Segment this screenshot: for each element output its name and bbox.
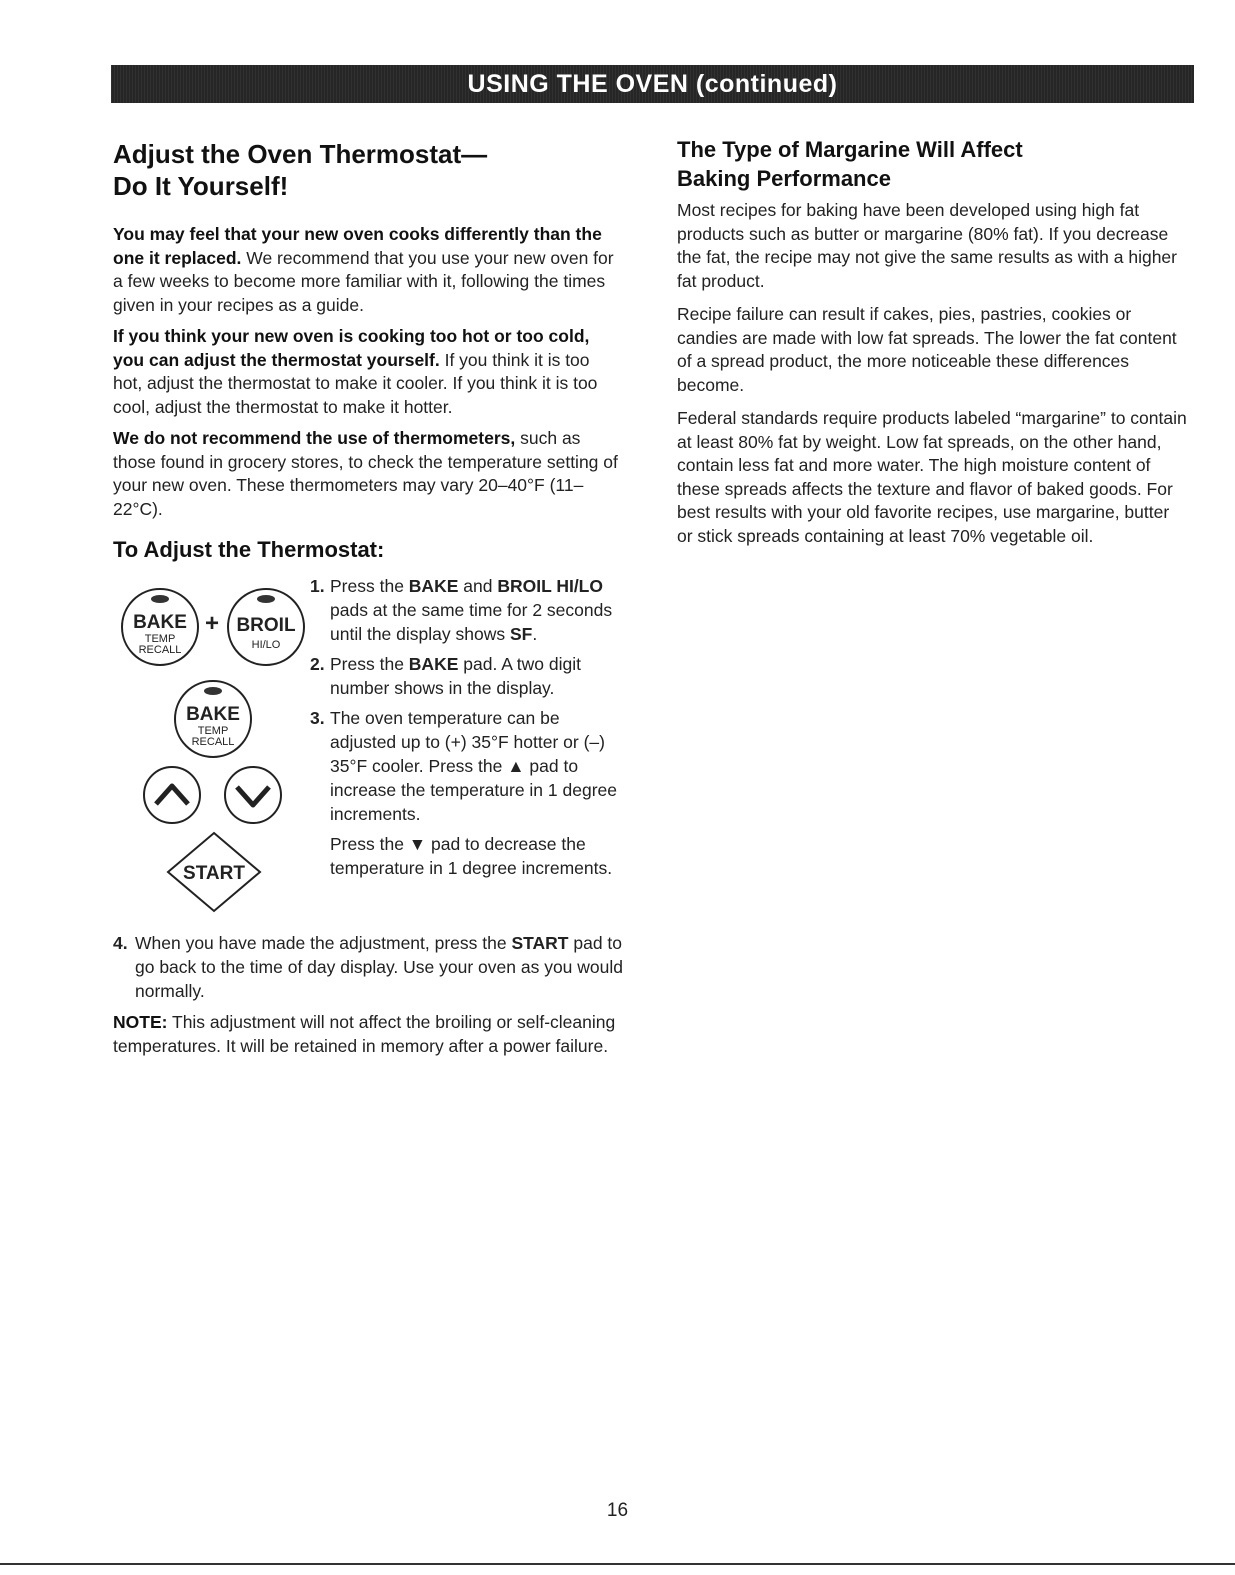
broil-pad-icon: [223, 586, 309, 668]
start-pad-icon: [165, 830, 263, 914]
step-2-text-c: pad. A two digit number shows in the display.: [330, 654, 581, 698]
thermometer-bold: We do not recommend the use of thermometers,: [113, 428, 516, 448]
adjust-thermostat-heading: To Adjust the Thermostat:: [113, 537, 385, 562]
intro-text: We recommend that you use your new oven for a few weeks to become more familiar with it, following the times given in your recipes as a guide.: [113, 247, 614, 315]
step-4: [113, 931, 623, 1003]
step-2: [310, 652, 630, 700]
step-1-text-a: Press the: [330, 576, 409, 596]
step-1-number: 1.: [310, 576, 325, 596]
bake-pad-2-recall: RECALL: [191, 736, 235, 748]
step-3-text-c: Press the: [330, 834, 409, 854]
intro-bold: You may feel that your new oven cooks differently than the one it replaced.: [113, 224, 602, 268]
margarine-heading-line1: The Type of Margarine Will Affect: [677, 137, 1023, 162]
step-2-bake: BAKE: [408, 654, 459, 674]
thermometer-text: such as those found in grocery stores, to check the temperature setting of your new oven. These thermometers may vary 20–40°F (11–22°C).: [113, 428, 618, 519]
note-paragraph: [113, 1011, 623, 1058]
right-column: [677, 135, 1187, 548]
section-banner: [111, 65, 1194, 103]
steps-area: [113, 574, 623, 931]
note-label: NOTE:: [113, 1012, 168, 1032]
step-4-start: START: [511, 933, 569, 953]
step-1: [310, 574, 630, 646]
up-arrow-pad-icon: [141, 764, 203, 826]
bake-pad-label: BAKE: [133, 612, 187, 633]
bake-pad-recall: RECALL: [138, 644, 182, 656]
start-pad-label: START: [183, 863, 245, 884]
broil-pad-label: BROIL: [236, 615, 296, 636]
bake-pad-2-label: BAKE: [186, 704, 240, 725]
note-text: This adjustment will not affect the broiling or self-cleaning temperatures. It will be retained in memory after a power failure.: [113, 1012, 616, 1056]
down-arrow-pad-icon: [222, 764, 284, 826]
intro-paragraph: [113, 223, 623, 317]
step-4-text-c: pad to go back to the time of day display. Use your oven as you would normally.: [135, 933, 624, 1001]
step-1-broil: BROIL HI/LO: [497, 576, 603, 596]
bake-pad-icon-2: [170, 678, 256, 760]
bottom-rule: [0, 1563, 1235, 1565]
thermostat-heading-line1: Adjust the Oven Thermostat—: [113, 139, 488, 169]
step-1-bake: BAKE: [408, 576, 459, 596]
step-2-number: 2.: [310, 654, 325, 674]
adjust-text: If you think it is too hot, adjust the thermostat to make it cooler. If you think it is too cool, adjust the thermostat to make it hotter.: [113, 349, 598, 417]
broil-pad-hilo: HI/LO: [251, 639, 281, 651]
step-2-text-a: Press the: [330, 654, 409, 674]
margarine-heading-line2: Baking Performance: [677, 166, 891, 191]
step-1-text-c: and: [458, 576, 498, 596]
step-4-text-a: When you have made the adjustment, press the: [135, 933, 512, 953]
margarine-paragraph-1: Most recipes for baking have been developed using high fat products such as butter or margarine (80% fat). If you decrease the fat, the recipe may not give the same results as with a higher fat product.: [677, 200, 1177, 291]
margarine-paragraph-2: Recipe failure can result if cakes, pies, pastries, cookies or candies are made with low fat spreads. The lower the fat content of a spread product, the more noticeable these differences become.: [677, 304, 1177, 395]
plus-sign: +: [205, 610, 220, 637]
adjust-bold: If you think your new oven is cooking too hot or too cold, you can adjust the thermostat yourself.: [113, 326, 590, 370]
step-3-text-d: pad to decrease the temperature in 1 degree increments.: [330, 834, 613, 878]
page-number: 16: [606, 1500, 629, 1521]
bake-pad-icon: [117, 586, 203, 668]
step-3: [310, 706, 630, 826]
step-3-number: 3.: [310, 708, 325, 728]
bake-pad-temp: TEMP: [144, 633, 176, 645]
step-1-text-d: pads at the same time for 2 seconds until the display shows: [330, 600, 613, 644]
margarine-paragraph-3: Federal standards require products labeled “margarine” to contain at least 80% fat by weight. Low fat spreads, on the other hand, contain less fat and more water. The high moisture content of these spreads affects the texture and flavor of baked goods. For best results with your old favorite recipes, use margarine, butter or stick spreads containing at least 70% vegetable oil.: [677, 408, 1187, 546]
step-4-number: 4.: [113, 933, 128, 953]
down-triangle-icon: ▼: [408, 834, 427, 854]
bake-pad-2-temp: TEMP: [197, 725, 229, 737]
left-column: [113, 138, 623, 1058]
step-1-sf: SF: [509, 624, 533, 644]
step-1-text-e: .: [532, 624, 538, 644]
step-3-text-a: The oven temperature can be adjusted up to (+) 35°F hotter or (–) 35°F cooler. Press the: [330, 708, 605, 776]
banner-title: USING THE OVEN (continued): [467, 69, 838, 98]
adjust-paragraph: [113, 325, 623, 419]
step-3-text-b: pad to increase the temperature in 1 degree increments.: [330, 756, 617, 824]
step-3-extra: [310, 832, 630, 880]
thermostat-heading-line2: Do It Yourself!: [113, 171, 289, 201]
thermometer-paragraph: [113, 427, 623, 521]
up-triangle-icon: ▲: [507, 756, 525, 776]
steps-list: [310, 574, 630, 880]
